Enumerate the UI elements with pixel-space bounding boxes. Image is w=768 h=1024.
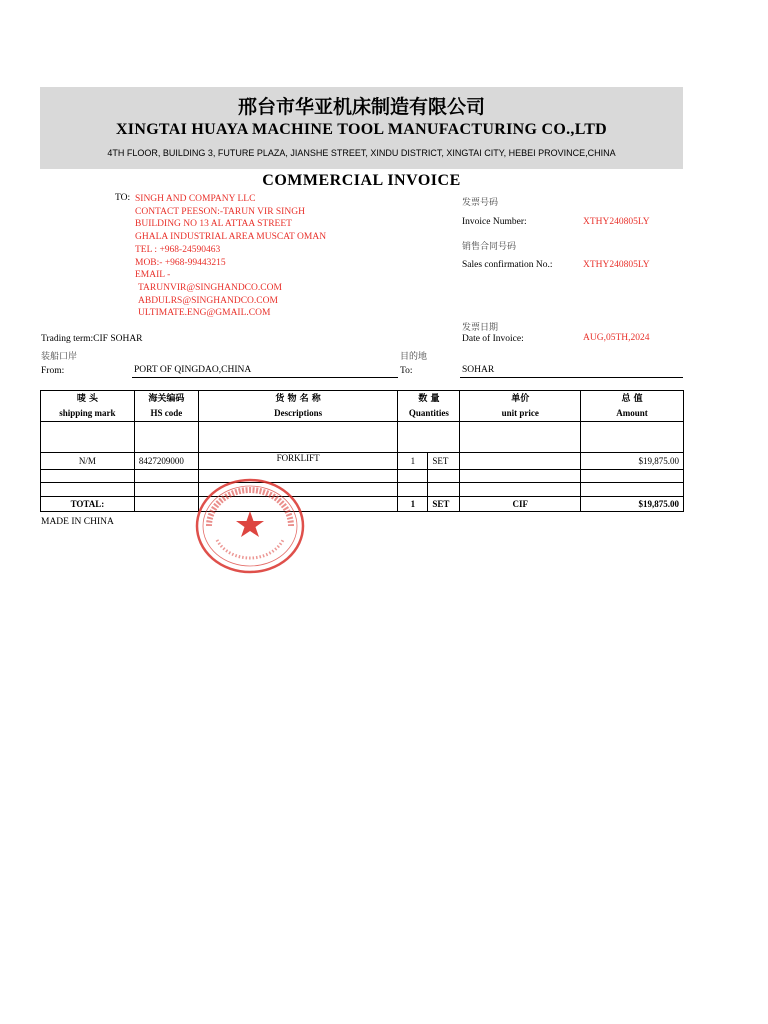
to-value: SOHAR xyxy=(462,365,495,375)
document-title: COMMERCIAL INVOICE xyxy=(262,172,461,189)
consignee-line: TARUNVIR@SINGHANDCO.COM xyxy=(138,282,282,293)
header-hs-code: 海关编码 HS code xyxy=(134,391,198,422)
header-quantities: 数 量 Quantities xyxy=(398,391,460,422)
cell-shipping-mark: N/M xyxy=(41,453,135,470)
made-in-china-note: MADE IN CHINA xyxy=(41,517,114,527)
invoice-number-value: XTHY240805LY xyxy=(583,217,650,227)
table-row-blank xyxy=(41,422,684,453)
header-shipping-mark: 唛 头 shipping mark xyxy=(41,391,135,422)
table-total-row xyxy=(41,497,684,512)
company-address: 4TH FLOOR, BUILDING 3, FUTURE PLAZA, JIANSHE STREET, XINDU DISTRICT, XINGTAI CITY, HEBEI PROVINCE,CHINA xyxy=(107,148,616,158)
sales-confirmation-cn-label: 销售合同号码 xyxy=(462,242,517,252)
total-amount: $19,875.00 xyxy=(581,497,684,512)
consignee-line: EMAIL - xyxy=(135,270,171,281)
header-descriptions: 货 物 名 称 Descriptions xyxy=(198,391,398,422)
total-unit: SET xyxy=(428,497,460,512)
sales-confirmation-value: XTHY240805LY xyxy=(583,260,650,270)
sales-confirmation-label: Sales confirmation No.: xyxy=(462,260,553,270)
from-label: From: xyxy=(41,366,65,376)
items-table xyxy=(40,390,684,512)
table-header-row xyxy=(41,391,684,422)
invoice-date-value: AUG,05TH,2024 xyxy=(583,333,650,343)
consignee-line: MOB:- +968-99443215 xyxy=(135,257,226,268)
consignee-line: ABDULRS@SINGHANDCO.COM xyxy=(138,295,278,306)
cell-quantity: 1 xyxy=(398,453,428,470)
from-value: PORT OF QINGDAO,CHINA xyxy=(134,365,252,375)
consignee-line: BUILDING NO 13 AL ATTAA STREET xyxy=(135,219,292,230)
invoice-number-cn-label: 发票号码 xyxy=(462,198,499,208)
seal-text-arc-lower xyxy=(217,540,283,558)
consignee-line: ULTIMATE.ENG@GMAIL.COM xyxy=(138,308,271,319)
total-label: TOTAL: xyxy=(41,497,135,512)
consignee-line: TEL : +968-24590463 xyxy=(135,244,221,255)
to-label: To: xyxy=(400,366,413,376)
invoice-date-label: Date of Invoice: xyxy=(462,334,524,344)
company-seal-stamp xyxy=(195,478,305,574)
table-row xyxy=(41,453,684,470)
from-underline xyxy=(132,377,398,378)
consignee-block xyxy=(135,193,326,320)
company-name-cn: 邢台市华亚机床制造有限公司 xyxy=(237,96,485,118)
cell-amount: $19,875.00 xyxy=(581,453,684,470)
invoice-number-label: Invoice Number: xyxy=(462,217,527,227)
consignee-label: TO: xyxy=(115,193,131,203)
total-quantity: 1 xyxy=(398,497,428,512)
trading-term: Trading term:CIF SOHAR xyxy=(41,334,143,344)
consignee-line: CONTACT PEESON:-TARUN VIR SINGH xyxy=(135,206,305,217)
company-name-en: XINGTAI HUAYA MACHINE TOOL MANUFACTURING CO.,LTD xyxy=(115,121,608,138)
consignee-line: SINGH AND COMPANY LLC xyxy=(135,194,256,204)
total-term: CIF xyxy=(460,497,581,512)
star-icon xyxy=(236,511,264,537)
cell-unit: SET xyxy=(428,453,460,470)
header-amount: 总 值 Amount xyxy=(581,391,684,422)
table-row-blank xyxy=(41,483,684,497)
cell-unit-price xyxy=(460,453,581,470)
table-row-blank xyxy=(41,470,684,483)
consignee-line: GHALA INDUSTRIAL AREA MUSCAT OMAN xyxy=(135,232,327,243)
cell-description: FORKLIFT xyxy=(198,453,398,470)
to-underline xyxy=(460,377,683,378)
header-unit-price: 单价 unit price xyxy=(460,391,581,422)
port-of-loading-cn-label: 装船口岸 xyxy=(41,352,78,362)
cell-hs-code: 8427209000 xyxy=(134,453,198,470)
destination-cn-label: 目的地 xyxy=(400,352,428,362)
invoice-date-cn-label: 发票日期 xyxy=(462,323,499,333)
